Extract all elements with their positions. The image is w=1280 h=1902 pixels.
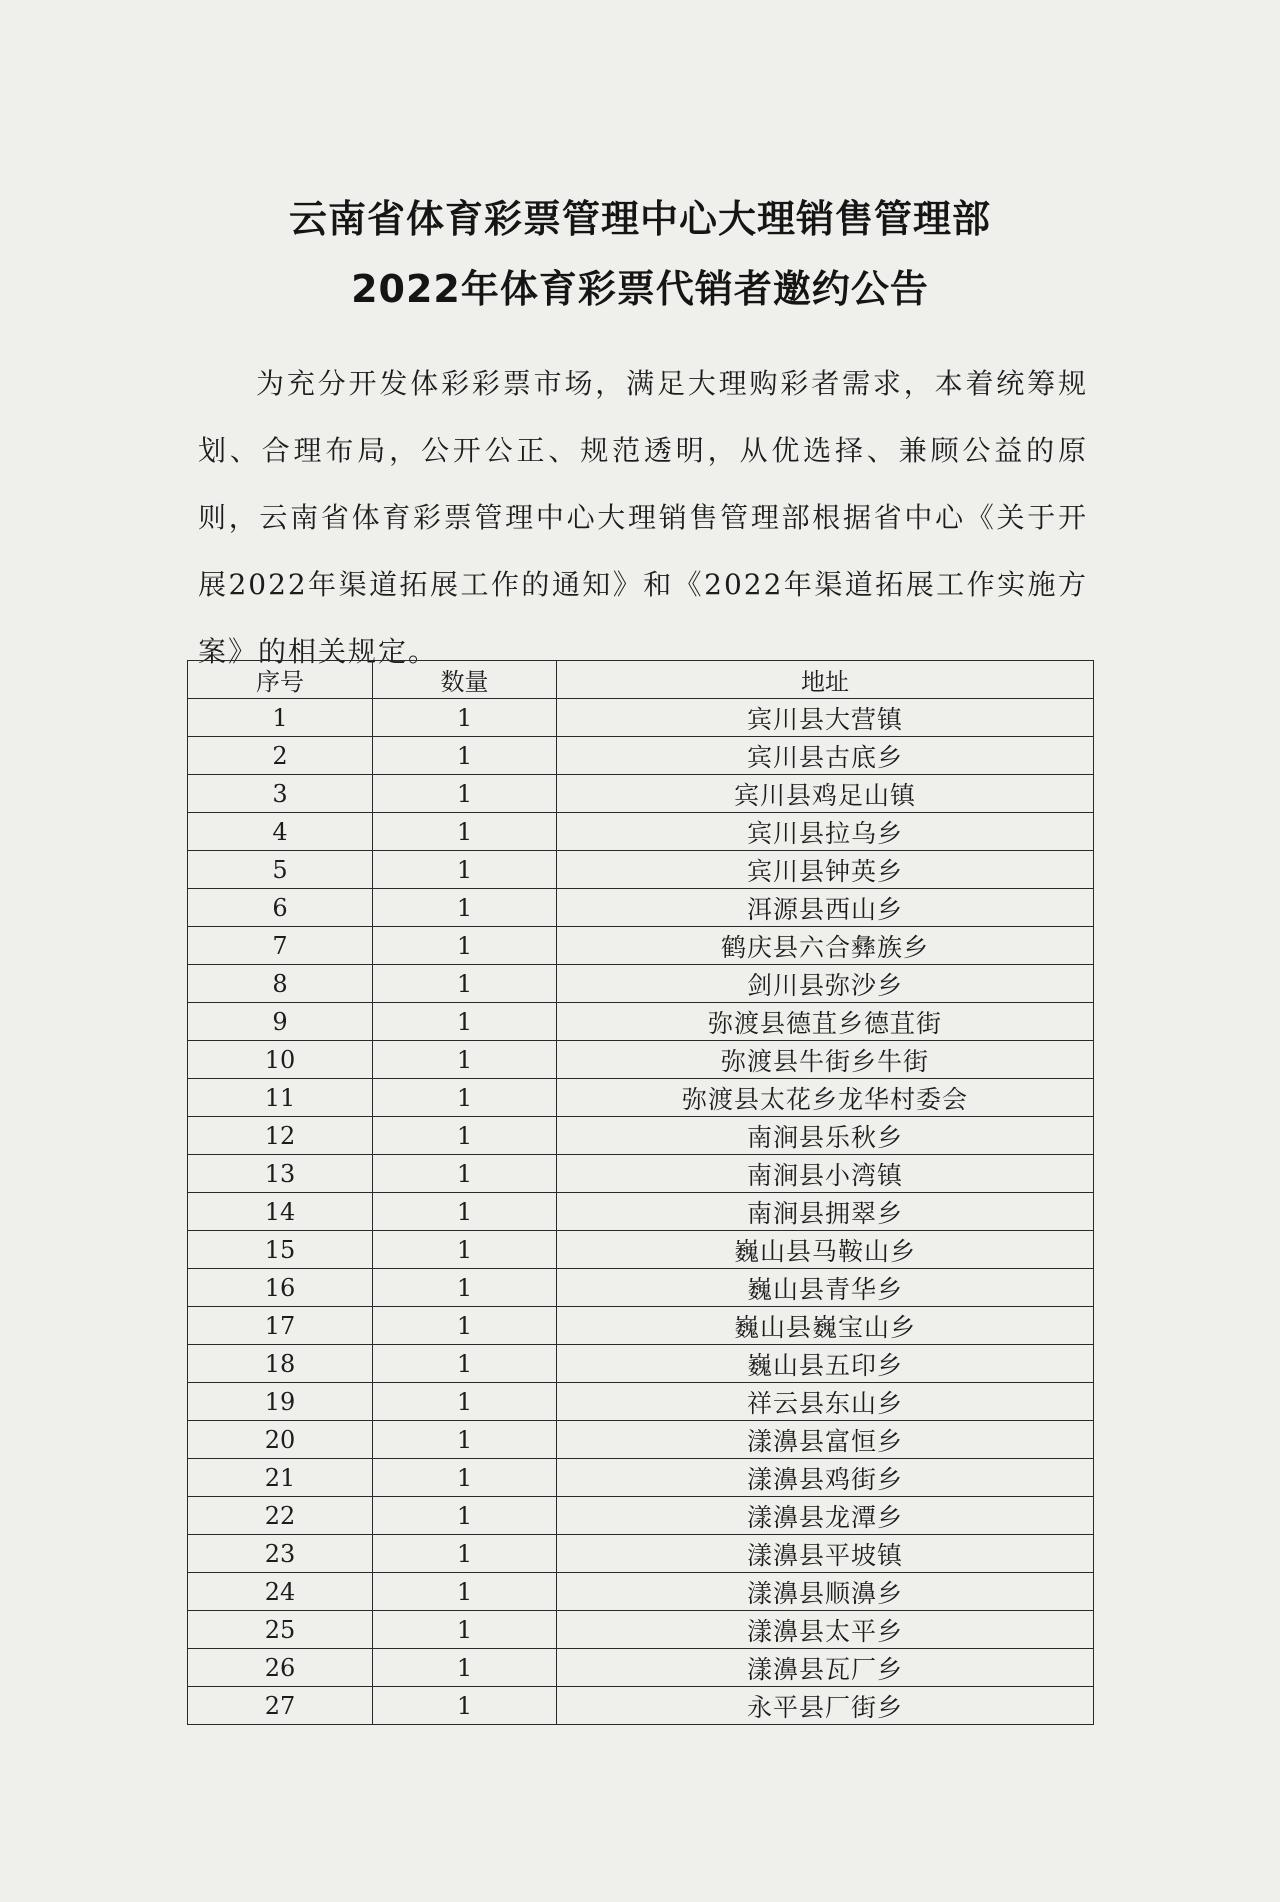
table-row	[188, 1193, 1094, 1231]
table-row	[188, 889, 1094, 927]
table-row	[188, 699, 1094, 737]
table-row	[188, 1117, 1094, 1155]
cell-quantity: 1	[373, 1155, 557, 1193]
cell-quantity: 1	[373, 1231, 557, 1269]
cell-address: 鹤庆县六合彝族乡	[557, 927, 1094, 965]
cell-number: 23	[188, 1535, 373, 1573]
cell-number: 13	[188, 1155, 373, 1193]
cell-number: 4	[188, 813, 373, 851]
cell-address: 南涧县拥翠乡	[557, 1193, 1094, 1231]
cell-quantity: 1	[373, 927, 557, 965]
cell-address: 巍山县青华乡	[557, 1269, 1094, 1307]
table-row	[188, 1155, 1094, 1193]
table-row	[188, 1649, 1094, 1687]
table-row	[188, 1345, 1094, 1383]
cell-quantity: 1	[373, 1421, 557, 1459]
cell-quantity: 1	[373, 1573, 557, 1611]
cell-number: 7	[188, 927, 373, 965]
cell-quantity: 1	[373, 851, 557, 889]
cell-number: 5	[188, 851, 373, 889]
cell-number: 3	[188, 775, 373, 813]
cell-address: 宾川县大营镇	[557, 699, 1094, 737]
cell-address: 漾濞县瓦厂乡	[557, 1649, 1094, 1687]
cell-address: 巍山县五印乡	[557, 1345, 1094, 1383]
cell-address: 漾濞县龙潭乡	[557, 1497, 1094, 1535]
cell-number: 11	[188, 1079, 373, 1117]
table-row	[188, 1079, 1094, 1117]
cell-quantity: 1	[373, 1307, 557, 1345]
cell-number: 27	[188, 1687, 373, 1725]
table-row	[188, 1003, 1094, 1041]
cell-quantity: 1	[373, 737, 557, 775]
cell-number: 17	[188, 1307, 373, 1345]
cell-address: 漾濞县富恒乡	[557, 1421, 1094, 1459]
table-row	[188, 1383, 1094, 1421]
cell-quantity: 1	[373, 1345, 557, 1383]
table-row	[188, 737, 1094, 775]
column-header-qty: 数量	[373, 661, 557, 699]
cell-number: 22	[188, 1497, 373, 1535]
cell-quantity: 1	[373, 1459, 557, 1497]
cell-address: 漾濞县太平乡	[557, 1611, 1094, 1649]
cell-number: 2	[188, 737, 373, 775]
intro-paragraph: 为充分开发体彩彩票市场，满足大理购彩者需求，本着统筹规划、合理布局，公开公正、规范透明，从优选择、兼顾公益的原则，云南省体育彩票管理中心大理销售管理部根据省中心《关于开展2022年渠道拓展工作的通知》和《2022年渠道拓展工作实施方案》的相关规定。	[198, 367, 1088, 668]
cell-quantity: 1	[373, 1687, 557, 1725]
table-row	[188, 813, 1094, 851]
table-row	[188, 1687, 1094, 1725]
cell-number: 15	[188, 1231, 373, 1269]
cell-number: 20	[188, 1421, 373, 1459]
cell-quantity: 1	[373, 1003, 557, 1041]
cell-address: 宾川县拉乌乡	[557, 813, 1094, 851]
cell-quantity: 1	[373, 889, 557, 927]
cell-number: 14	[188, 1193, 373, 1231]
cell-quantity: 1	[373, 965, 557, 1003]
cell-quantity: 1	[373, 1117, 557, 1155]
cell-quantity: 1	[373, 1193, 557, 1231]
table-row	[188, 1459, 1094, 1497]
cell-address: 弥渡县太花乡龙华村委会	[557, 1079, 1094, 1117]
cell-number: 6	[188, 889, 373, 927]
table-row	[188, 1231, 1094, 1269]
cell-address: 永平县厂街乡	[557, 1687, 1094, 1725]
table-row	[188, 1307, 1094, 1345]
cell-quantity: 1	[373, 1383, 557, 1421]
document-title-line2: 2022年体育彩票代销者邀约公告	[351, 267, 929, 311]
column-header-no: 序号	[188, 661, 373, 699]
cell-quantity: 1	[373, 1535, 557, 1573]
cell-address: 南涧县乐秋乡	[557, 1117, 1094, 1155]
cell-number: 18	[188, 1345, 373, 1383]
cell-quantity: 1	[373, 1497, 557, 1535]
cell-quantity: 1	[373, 775, 557, 813]
cell-quantity: 1	[373, 1611, 557, 1649]
cell-number: 16	[188, 1269, 373, 1307]
cell-address: 南涧县小湾镇	[557, 1155, 1094, 1193]
table-row	[188, 927, 1094, 965]
cell-number: 12	[188, 1117, 373, 1155]
cell-number: 10	[188, 1041, 373, 1079]
cell-number: 25	[188, 1611, 373, 1649]
cell-address: 宾川县钟英乡	[557, 851, 1094, 889]
cell-number: 26	[188, 1649, 373, 1687]
cell-address: 宾川县鸡足山镇	[557, 775, 1094, 813]
cell-address: 洱源县西山乡	[557, 889, 1094, 927]
table-row	[188, 1269, 1094, 1307]
cell-number: 24	[188, 1573, 373, 1611]
cell-number: 1	[188, 699, 373, 737]
table-row	[188, 965, 1094, 1003]
cell-quantity: 1	[373, 1649, 557, 1687]
cell-quantity: 1	[373, 699, 557, 737]
table-row	[188, 1535, 1094, 1573]
cell-quantity: 1	[373, 813, 557, 851]
table-row	[188, 1041, 1094, 1079]
cell-quantity: 1	[373, 1269, 557, 1307]
table-row	[188, 1421, 1094, 1459]
cell-address: 宾川县古底乡	[557, 737, 1094, 775]
cell-address: 巍山县马鞍山乡	[557, 1231, 1094, 1269]
cell-number: 19	[188, 1383, 373, 1421]
cell-quantity: 1	[373, 1079, 557, 1117]
column-header-address: 地址	[557, 661, 1094, 699]
cell-address: 祥云县东山乡	[557, 1383, 1094, 1421]
cell-address: 漾濞县平坡镇	[557, 1535, 1094, 1573]
cell-address: 巍山县巍宝山乡	[557, 1307, 1094, 1345]
cell-address: 弥渡县牛街乡牛街	[557, 1041, 1094, 1079]
cell-address: 弥渡县德苴乡德苴街	[557, 1003, 1094, 1041]
table-row	[188, 1611, 1094, 1649]
cell-address: 剑川县弥沙乡	[557, 965, 1094, 1003]
table-row	[188, 1573, 1094, 1611]
table-row	[188, 1497, 1094, 1535]
cell-number: 21	[188, 1459, 373, 1497]
location-table	[187, 660, 1094, 1725]
cell-address: 漾濞县鸡街乡	[557, 1459, 1094, 1497]
cell-number: 8	[188, 965, 373, 1003]
document-title-line1: 云南省体育彩票管理中心大理销售管理部	[288, 197, 991, 241]
table-row	[188, 851, 1094, 889]
cell-quantity: 1	[373, 1041, 557, 1079]
cell-number: 9	[188, 1003, 373, 1041]
table-row	[188, 775, 1094, 813]
table-header-row	[188, 661, 1094, 699]
cell-address: 漾濞县顺濞乡	[557, 1573, 1094, 1611]
